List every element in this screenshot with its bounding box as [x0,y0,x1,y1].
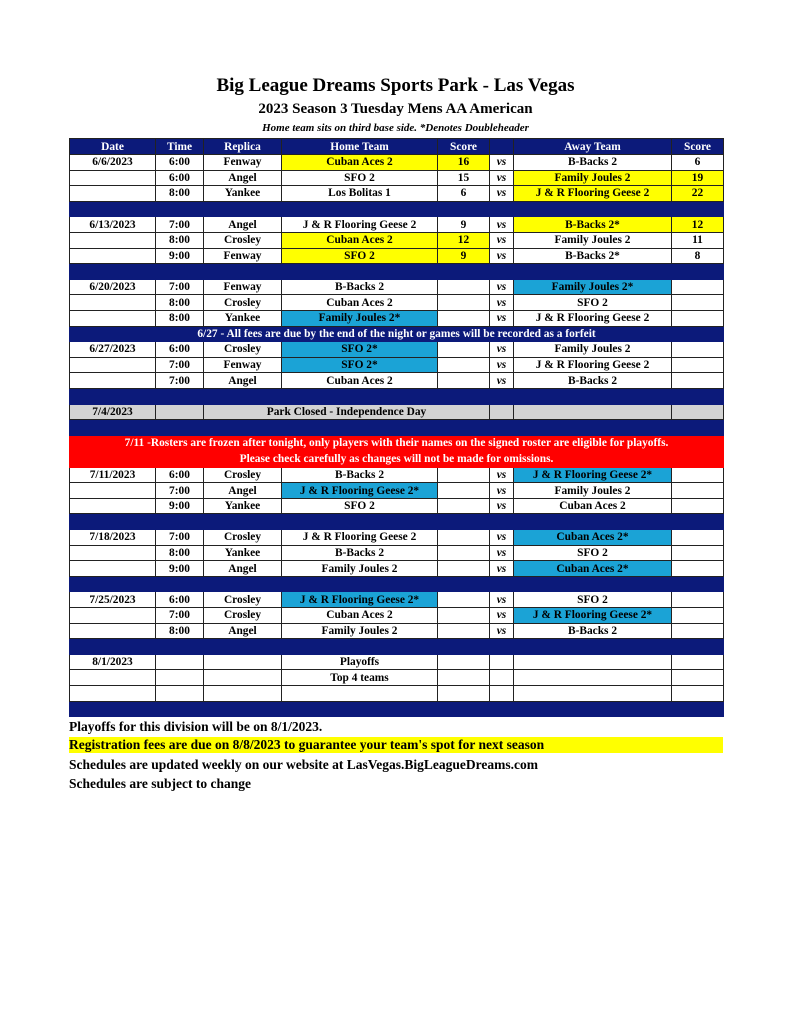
separator-cell [70,576,724,592]
away-score [672,592,724,608]
replica-field: Crosley [204,232,282,248]
away-team [514,654,672,670]
separator-cell [70,388,724,404]
game-date: 6/27/2023 [70,342,156,358]
game-date: 7/11/2023 [70,467,156,483]
col-header-away-score: Score [672,139,724,155]
game-row [70,310,724,326]
away-team: Family Joules 2 [514,170,672,186]
home-team: SFO 2 [282,248,438,264]
home-score [438,608,490,624]
game-time: 7:00 [156,530,204,546]
game-row [70,232,724,248]
game-row [70,170,724,186]
vs-label: vs [490,186,514,202]
away-score [672,623,724,639]
table-row [70,654,724,670]
away-team: J & R Flooring Geese 2 [514,186,672,202]
vs-label: vs [490,530,514,546]
alert-text: 7/11 -Rosters are frozen after tonight, only players with their names on the signed roster are eligible for playoffs. [70,435,724,451]
home-team: SFO 2* [282,357,438,373]
away-score [672,654,724,670]
away-score: 6 [672,155,724,171]
replica-field [204,686,282,702]
vs-label: vs [490,295,514,311]
vs-label: vs [490,592,514,608]
game-time [156,654,204,670]
game-row [70,483,724,499]
replica-field: Crosley [204,342,282,358]
vs-label: vs [490,373,514,389]
home-team: B-Backs 2 [282,279,438,295]
vs-label: vs [490,608,514,624]
replica-field [204,670,282,686]
replica-field: Angel [204,170,282,186]
game-row [70,342,724,358]
footer-playoffs-note: Playoffs for this division will be on 8/1/2023. [69,719,323,734]
game-row [70,248,724,264]
game-date [70,561,156,577]
separator-cell [70,701,724,717]
separator-cell [70,639,724,655]
game-time: 9:00 [156,248,204,264]
away-team: J & R Flooring Geese 2* [514,467,672,483]
vs-label: vs [490,623,514,639]
game-date: 8/1/2023 [70,654,156,670]
vs-label: vs [490,248,514,264]
page-title: Big League Dreams Sports Park - Las Vegas [216,75,575,96]
home-score [438,310,490,326]
game-row [70,592,724,608]
away-team: J & R Flooring Geese 2 [514,310,672,326]
away-score [672,373,724,389]
table-row [70,686,724,702]
away-team: B-Backs 2 [514,623,672,639]
home-team: B-Backs 2 [282,545,438,561]
away-team: Cuban Aces 2* [514,561,672,577]
away-team: J & R Flooring Geese 2 [514,357,672,373]
vs-cell [490,654,514,670]
home-score: 15 [438,170,490,186]
away-team: SFO 2 [514,545,672,561]
col-header-home-team: Home Team [282,139,438,155]
col-header-replica: Replica [204,139,282,155]
separator-cell [70,514,724,530]
game-time [156,670,204,686]
vs-label: vs [490,545,514,561]
footer-registration-note: Registration fees are due on 8/8/2023 to guarantee your team's spot for next season [69,737,723,753]
home-team: J & R Flooring Geese 2* [282,483,438,499]
home-score [438,357,490,373]
home-team: B-Backs 2 [282,467,438,483]
away-score [672,545,724,561]
home-score: 16 [438,155,490,171]
away-score [672,498,724,514]
home-score [438,483,490,499]
home-score: 12 [438,232,490,248]
table-header-row [70,139,724,155]
replica-field [204,654,282,670]
game-date [70,623,156,639]
game-time: 8:00 [156,623,204,639]
replica-field: Yankee [204,310,282,326]
away-team: Cuban Aces 2* [514,530,672,546]
away-score: 12 [672,217,724,233]
away-score [672,357,724,373]
away-team: Family Joules 2 [514,232,672,248]
home-team: J & R Flooring Geese 2 [282,217,438,233]
home-score [438,561,490,577]
game-row [70,561,724,577]
replica-field: Yankee [204,545,282,561]
schedule-note: Home team sits on third base side. *Denotes Doubleheader [262,122,529,134]
replica-field: Angel [204,623,282,639]
game-date: 7/25/2023 [70,592,156,608]
separator-row [70,701,724,717]
game-date: 6/20/2023 [70,279,156,295]
away-score [672,342,724,358]
separator-row [70,420,724,436]
game-time: 9:00 [156,561,204,577]
home-team: Los Bolitas 1 [282,186,438,202]
game-time: 7:00 [156,357,204,373]
game-time: 6:00 [156,170,204,186]
replica-field: Angel [204,483,282,499]
game-row [70,186,724,202]
vs-label: vs [490,342,514,358]
vs-label: vs [490,483,514,499]
closed-row [70,404,724,420]
replica-field: Crosley [204,530,282,546]
away-score [672,530,724,546]
away-score [672,670,724,686]
game-time: 6:00 [156,467,204,483]
away-score [672,561,724,577]
replica-field: Crosley [204,467,282,483]
game-date [70,545,156,561]
table-row [70,670,724,686]
away-score [672,467,724,483]
game-date [70,498,156,514]
home-team: Family Joules 2 [282,623,438,639]
home-team: Cuban Aces 2 [282,373,438,389]
away-score: 8 [672,248,724,264]
game-time [156,404,204,420]
game-row [70,357,724,373]
home-score [438,654,490,670]
separator-row [70,201,724,217]
home-team: Playoffs [282,654,438,670]
vs-label: vs [490,310,514,326]
away-score: 22 [672,186,724,202]
game-time: 8:00 [156,545,204,561]
game-row [70,217,724,233]
vs-label: vs [490,561,514,577]
game-date [70,186,156,202]
game-date [70,232,156,248]
vs-label: vs [490,155,514,171]
away-score [672,310,724,326]
away-team: J & R Flooring Geese 2* [514,608,672,624]
game-time: 6:00 [156,592,204,608]
game-row [70,279,724,295]
col-header-home-score: Score [438,139,490,155]
home-score [438,530,490,546]
home-team [282,686,438,702]
home-score [438,279,490,295]
home-team: J & R Flooring Geese 2* [282,592,438,608]
home-score: 9 [438,217,490,233]
game-date: 6/13/2023 [70,217,156,233]
home-score [438,686,490,702]
game-row [70,545,724,561]
home-team: Family Joules 2 [282,561,438,577]
vs-label: vs [490,467,514,483]
game-date: 7/18/2023 [70,530,156,546]
separator-row [70,639,724,655]
closed-text: Park Closed - Independence Day [204,404,490,420]
vs-label: vs [490,232,514,248]
col-header-time: Time [156,139,204,155]
vs-cell [490,404,514,420]
game-time: 8:00 [156,232,204,248]
game-row [70,498,724,514]
vs-cell [490,670,514,686]
game-row [70,608,724,624]
away-score [672,608,724,624]
game-row [70,373,724,389]
separator-cell [70,420,724,436]
game-row [70,155,724,171]
home-team: Cuban Aces 2 [282,155,438,171]
home-score [438,592,490,608]
away-score [672,686,724,702]
game-time: 8:00 [156,295,204,311]
col-header-date: Date [70,139,156,155]
away-score [672,279,724,295]
away-team: Family Joules 2 [514,483,672,499]
replica-field: Fenway [204,248,282,264]
game-row [70,530,724,546]
home-team: Cuban Aces 2 [282,232,438,248]
home-team: Top 4 teams [282,670,438,686]
game-date [70,670,156,686]
vs-label: vs [490,217,514,233]
away-team [514,686,672,702]
game-time: 6:00 [156,155,204,171]
home-score [438,373,490,389]
replica-field: Fenway [204,155,282,171]
game-time: 9:00 [156,498,204,514]
replica-field: Angel [204,561,282,577]
home-score [438,467,490,483]
away-score [672,295,724,311]
game-date [70,357,156,373]
game-time: 8:00 [156,310,204,326]
game-time: 7:00 [156,217,204,233]
game-date [70,310,156,326]
home-score [438,498,490,514]
home-team: J & R Flooring Geese 2 [282,530,438,546]
away-team: SFO 2 [514,295,672,311]
home-team: Family Joules 2* [282,310,438,326]
home-team: SFO 2 [282,170,438,186]
vs-label: vs [490,498,514,514]
separator-row [70,388,724,404]
page-subtitle: 2023 Season 3 Tuesday Mens AA American [258,101,533,117]
away-team [514,404,672,420]
away-team: B-Backs 2* [514,248,672,264]
game-row [70,467,724,483]
replica-field: Crosley [204,295,282,311]
footer-website-note: Schedules are updated weekly on our website at LasVegas.BigLeagueDreams.com [69,757,539,772]
game-date [70,248,156,264]
separator-cell [70,264,724,280]
game-date [70,170,156,186]
replica-field: Crosley [204,608,282,624]
home-score: 6 [438,186,490,202]
home-score [438,295,490,311]
game-date [70,686,156,702]
schedule-table [69,138,724,717]
home-score [438,670,490,686]
replica-field: Fenway [204,357,282,373]
away-team [514,670,672,686]
game-date [70,608,156,624]
away-team: B-Backs 2* [514,217,672,233]
vs-label: vs [490,357,514,373]
game-time: 6:00 [156,342,204,358]
separator-row [70,264,724,280]
notice-text: 6/27 - All fees are due by the end of the night or games will be recorded as a forfeit [70,326,724,342]
away-score: 11 [672,232,724,248]
schedule-body [70,155,724,717]
footer-change-note: Schedules are subject to change [69,776,251,791]
home-score [438,545,490,561]
game-time: 8:00 [156,186,204,202]
away-team: SFO 2 [514,592,672,608]
game-date [70,295,156,311]
game-time: 7:00 [156,373,204,389]
replica-field: Fenway [204,279,282,295]
game-time [156,686,204,702]
game-date [70,373,156,389]
home-score [438,623,490,639]
home-team: Cuban Aces 2 [282,295,438,311]
away-score: 19 [672,170,724,186]
vs-cell [490,686,514,702]
game-time: 7:00 [156,608,204,624]
home-team: Cuban Aces 2 [282,608,438,624]
game-time: 7:00 [156,483,204,499]
separator-cell [70,201,724,217]
col-header-vs [490,139,514,155]
home-score [438,342,490,358]
game-date [70,483,156,499]
alert-text: Please check carefully as changes will not be made for omissions. [70,451,724,467]
home-team: SFO 2 [282,498,438,514]
notice-row [70,326,724,342]
separator-row [70,514,724,530]
away-team: Cuban Aces 2 [514,498,672,514]
away-team: Family Joules 2 [514,342,672,358]
col-header-away-team: Away Team [514,139,672,155]
separator-row [70,576,724,592]
vs-label: vs [490,170,514,186]
game-date: 6/6/2023 [70,155,156,171]
away-score [672,404,724,420]
game-time: 7:00 [156,279,204,295]
away-score [672,483,724,499]
alert-row [70,451,724,467]
replica-field: Angel [204,217,282,233]
alert-row [70,435,724,451]
away-team: B-Backs 2 [514,155,672,171]
home-score: 9 [438,248,490,264]
replica-field: Angel [204,373,282,389]
replica-field: Yankee [204,498,282,514]
replica-field: Crosley [204,592,282,608]
away-team: B-Backs 2 [514,373,672,389]
game-date: 7/4/2023 [70,404,156,420]
home-team: SFO 2* [282,342,438,358]
game-row [70,295,724,311]
vs-label: vs [490,279,514,295]
away-team: Family Joules 2* [514,279,672,295]
replica-field: Yankee [204,186,282,202]
game-row [70,623,724,639]
